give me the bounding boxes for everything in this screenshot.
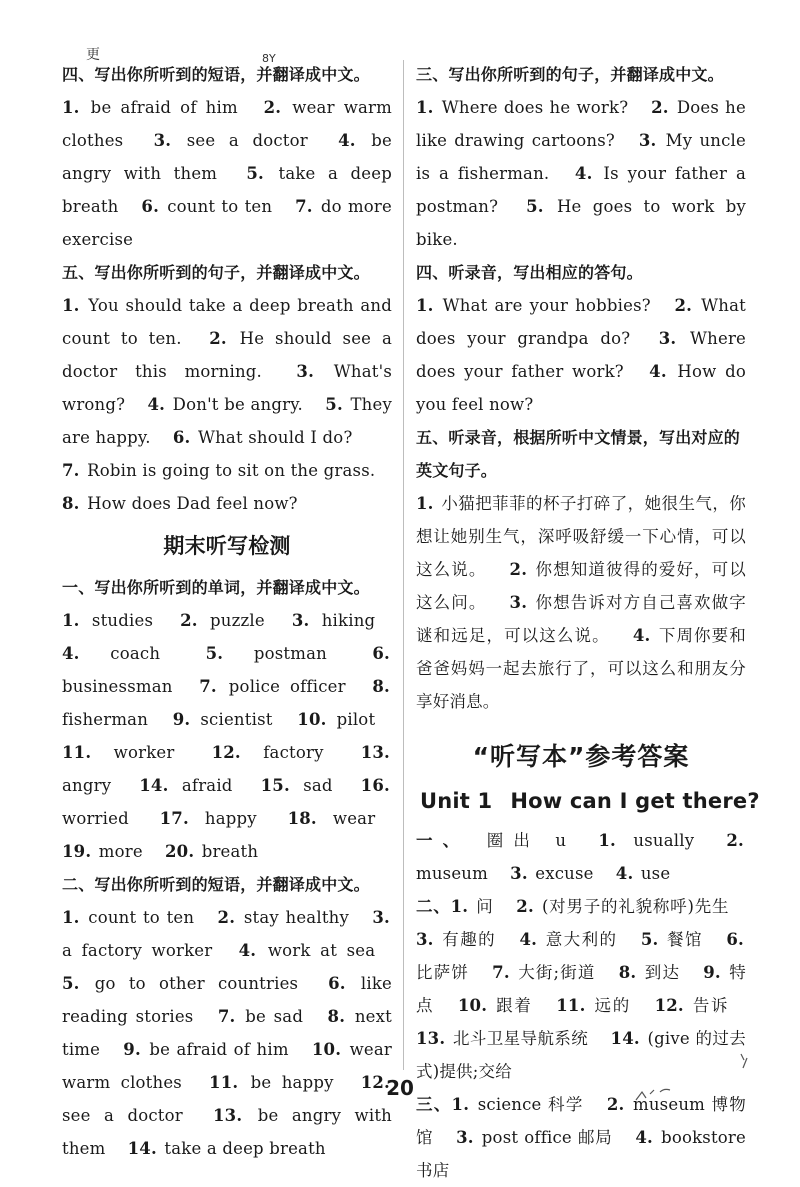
item-text: (give 的过去式)提供;交给 bbox=[416, 1029, 746, 1081]
list-item bbox=[62, 461, 375, 480]
item-number: 3. bbox=[658, 329, 677, 348]
item-number: 4. bbox=[147, 395, 166, 414]
section-heading: 五、听录音，根据所听中文情景，写出对应的英文句子。 bbox=[416, 428, 741, 480]
item-text: afraid bbox=[170, 776, 233, 795]
section-heading: 四、听录音，写出相应的答句。 bbox=[416, 263, 643, 282]
item-number: 3. bbox=[509, 593, 528, 612]
item-text: wear bbox=[318, 809, 376, 828]
item-number: 10. bbox=[457, 996, 488, 1015]
item-number: 2. bbox=[674, 296, 693, 315]
item-number: 6. bbox=[172, 428, 191, 447]
item-number: 17. bbox=[159, 809, 189, 828]
item-text: wear warm clothes bbox=[62, 98, 392, 150]
question-list bbox=[416, 289, 746, 421]
item-number: 14. bbox=[139, 776, 169, 795]
item-text: 小猫把菲菲的杯子打碎了，她很生气，你想让她别生气，深呼吸舒缓一下心情，可以这么说。 bbox=[416, 494, 746, 579]
list-item bbox=[556, 996, 631, 1015]
item-number: 1. bbox=[598, 831, 616, 850]
sentence-item bbox=[62, 454, 392, 487]
list-item bbox=[180, 611, 265, 630]
item-number: 3. bbox=[372, 908, 390, 927]
right-column bbox=[416, 58, 760, 1187]
item-text: 特点 bbox=[416, 963, 746, 1015]
item-number: 18. bbox=[287, 809, 317, 828]
word-list bbox=[62, 604, 392, 868]
handwritten-code: 8Y bbox=[262, 52, 276, 65]
item-number: 12. bbox=[360, 1073, 390, 1092]
section-title: 期末听写检测 bbox=[163, 534, 291, 558]
item-text: do more exercise bbox=[62, 197, 392, 249]
item-text: He should see a doctor this morning. bbox=[62, 329, 392, 381]
item-text: 圈出 u bbox=[471, 831, 567, 850]
item-number: 6. bbox=[726, 930, 744, 949]
item-number: 7. bbox=[295, 197, 313, 216]
item-text: go to other countries bbox=[81, 974, 299, 993]
item-number: 2. bbox=[509, 560, 528, 579]
item-number: 8. bbox=[618, 963, 637, 982]
item-number: 14. bbox=[610, 1029, 640, 1048]
item-text: be angry with them bbox=[62, 131, 392, 183]
item-number: 3. bbox=[456, 1128, 474, 1147]
item-number: 2. bbox=[726, 831, 744, 850]
phrase-list bbox=[62, 91, 392, 256]
item-text: see a doctor bbox=[62, 1106, 183, 1125]
item-text: take a deep breath bbox=[62, 164, 392, 216]
item-number: 1. bbox=[416, 494, 434, 513]
list-item bbox=[492, 963, 595, 982]
item-number: 2. bbox=[217, 908, 236, 927]
item-text: count to ten bbox=[161, 197, 273, 216]
section-heading: 一、写出你所听到的单词，并翻译成中文。 bbox=[62, 578, 370, 597]
item-number: 2. bbox=[516, 897, 534, 916]
item-text: Where does your father work? bbox=[416, 329, 746, 381]
list-item bbox=[619, 963, 680, 982]
item-number: 8. bbox=[372, 677, 390, 696]
pen-scribble-icon bbox=[634, 1084, 674, 1104]
item-number: 20. bbox=[164, 842, 195, 861]
item-text: postman bbox=[225, 644, 327, 663]
item-number: 2. bbox=[263, 98, 282, 117]
item-text: excuse bbox=[529, 864, 594, 883]
list-item bbox=[139, 776, 232, 795]
item-number: 4. bbox=[574, 164, 593, 183]
item-text: sad bbox=[291, 776, 333, 795]
item-number: 4. bbox=[338, 131, 356, 150]
section-heading: 四、写出你所听到的短语，并翻译成中文。 bbox=[62, 65, 370, 84]
list-item bbox=[128, 1139, 326, 1158]
item-number: 5. bbox=[62, 974, 80, 993]
list-item bbox=[510, 864, 593, 883]
item-text: usually bbox=[618, 831, 695, 850]
list-item bbox=[416, 296, 651, 315]
item-text: puzzle bbox=[199, 611, 265, 630]
list-item bbox=[516, 897, 729, 916]
item-text: 你想告诉对方自己喜欢做字谜和远足，可以这么说。 bbox=[416, 593, 746, 645]
item-number: 8. bbox=[62, 494, 80, 513]
item-text: museum 博物馆 bbox=[416, 1095, 746, 1147]
item-number: 4. bbox=[62, 644, 80, 663]
pen-tick-icon bbox=[738, 1050, 752, 1072]
list-item bbox=[416, 831, 566, 850]
list-item bbox=[141, 197, 272, 216]
item-text: angry bbox=[62, 776, 112, 795]
item-text: science 科学 bbox=[471, 1095, 584, 1114]
item-text: 到达 bbox=[638, 963, 681, 982]
list-item bbox=[199, 677, 345, 696]
item-number: 2. bbox=[209, 329, 227, 348]
item-text: coach bbox=[81, 644, 161, 663]
item-text: 意大利的 bbox=[539, 930, 618, 949]
item-number: 16. bbox=[360, 776, 390, 795]
item-text: 北斗卫星导航系统 bbox=[447, 1029, 589, 1048]
item-text: museum bbox=[416, 864, 488, 883]
item-number: 6. bbox=[372, 644, 390, 663]
item-text: 大街;街道 bbox=[511, 963, 596, 982]
item-number: 19. bbox=[62, 842, 92, 861]
item-number: 13. bbox=[360, 743, 390, 762]
item-number: 3. bbox=[638, 131, 657, 150]
item-number: 7. bbox=[199, 677, 217, 696]
item-number: 5. bbox=[246, 164, 264, 183]
list-item bbox=[218, 908, 349, 927]
item-number: 3. bbox=[416, 930, 434, 949]
sentence-list bbox=[62, 289, 392, 454]
item-number: 2. bbox=[651, 98, 669, 117]
item-text: You should take a deep breath and count to ten. bbox=[62, 296, 392, 348]
item-text: Does he like drawing cartoons? bbox=[416, 98, 746, 150]
item-number: 13. bbox=[213, 1106, 243, 1125]
item-text: 问 bbox=[470, 897, 494, 916]
list-item bbox=[297, 710, 375, 729]
item-number: 5. bbox=[205, 644, 224, 663]
item-number: 3. bbox=[296, 362, 315, 381]
item-text: He goes to work by bike. bbox=[416, 197, 746, 249]
list-item bbox=[416, 930, 496, 949]
item-text: worker bbox=[93, 743, 175, 762]
item-number: 1. bbox=[62, 98, 80, 117]
item-text: 跟着 bbox=[489, 996, 533, 1015]
item-number: 5. bbox=[640, 930, 659, 949]
list-item bbox=[206, 644, 327, 663]
list-item bbox=[62, 611, 153, 630]
item-number: 1. bbox=[416, 296, 434, 315]
item-text: fisherman bbox=[62, 710, 149, 729]
item-text: What's wrong? bbox=[62, 362, 392, 414]
item-text: How does Dad feel now? bbox=[81, 494, 298, 513]
item-number: 4. bbox=[635, 1128, 653, 1147]
item-number: 三、1. bbox=[416, 1095, 470, 1114]
page-number: 20 bbox=[386, 1076, 414, 1100]
item-number: 9. bbox=[172, 710, 191, 729]
list-item bbox=[458, 996, 533, 1015]
item-number: 10. bbox=[311, 1040, 342, 1059]
item-text: stay healthy bbox=[237, 908, 350, 927]
item-text: Don't be angry. bbox=[167, 395, 303, 414]
left-column bbox=[62, 58, 392, 1165]
item-text: What are your hobbies? bbox=[435, 296, 651, 315]
item-number: 14. bbox=[127, 1139, 157, 1158]
list-item bbox=[160, 809, 257, 828]
list-item bbox=[147, 395, 303, 414]
list-item bbox=[456, 1128, 613, 1147]
answer-list bbox=[416, 1088, 746, 1187]
item-text: What should I do? bbox=[192, 428, 353, 447]
answer-list bbox=[416, 824, 746, 890]
item-number: 6. bbox=[328, 974, 346, 993]
item-text: use bbox=[635, 864, 671, 883]
list-item bbox=[288, 809, 376, 828]
answer-list bbox=[416, 890, 746, 1088]
item-text: next time bbox=[62, 1007, 392, 1059]
item-text: 比萨饼 bbox=[416, 963, 470, 982]
list-item bbox=[165, 842, 258, 861]
item-number: 4. bbox=[649, 362, 667, 381]
item-text: How do you feel now? bbox=[416, 362, 746, 414]
list-item bbox=[173, 428, 353, 447]
item-number: 12. bbox=[654, 996, 684, 1015]
list-item bbox=[173, 710, 273, 729]
item-number: 11. bbox=[556, 996, 586, 1015]
item-text: pilot bbox=[328, 710, 376, 729]
item-number: 1. bbox=[416, 98, 434, 117]
list-item bbox=[154, 131, 308, 150]
item-text: 下周你要和爸爸妈妈一起去旅行了，可以这么和朋友分享好消息。 bbox=[416, 626, 746, 711]
column-divider bbox=[403, 60, 404, 1070]
sentence-item bbox=[62, 487, 392, 520]
item-number: 11. bbox=[209, 1073, 239, 1092]
list-item bbox=[641, 930, 703, 949]
section-heading: 三、写出你所听到的句子，并翻译成中文。 bbox=[416, 65, 724, 84]
item-text: post office 邮局 bbox=[475, 1128, 613, 1147]
list-item bbox=[416, 897, 494, 916]
item-text: 告诉 bbox=[685, 996, 730, 1015]
item-number: 7. bbox=[62, 461, 80, 480]
list-item bbox=[239, 941, 376, 960]
list-item bbox=[416, 1029, 588, 1048]
unit-heading bbox=[420, 785, 760, 818]
item-number: 二、1. bbox=[416, 897, 469, 916]
list-item bbox=[616, 864, 671, 883]
item-text: bookstore 书店 bbox=[416, 1128, 746, 1180]
item-text: see a doctor bbox=[173, 131, 308, 150]
item-text: like reading stories bbox=[62, 974, 392, 1026]
item-text: more bbox=[93, 842, 143, 861]
item-text: hiking bbox=[311, 611, 376, 630]
section-heading: 五、写出你所听到的句子，并翻译成中文。 bbox=[62, 263, 370, 282]
item-number: 9. bbox=[123, 1040, 141, 1059]
item-number: 4. bbox=[615, 864, 634, 883]
item-number: 4. bbox=[519, 930, 538, 949]
item-text: 你想知道彼得的爱好，可以这么问。 bbox=[416, 560, 746, 612]
item-number: 4. bbox=[632, 626, 651, 645]
item-text: scientist bbox=[192, 710, 273, 729]
item-number: 13. bbox=[416, 1029, 446, 1048]
item-text: take a deep breath bbox=[158, 1139, 326, 1158]
item-text: 远的 bbox=[587, 996, 631, 1015]
item-text: work at sea bbox=[258, 941, 376, 960]
sentence-list bbox=[416, 91, 746, 256]
list-item bbox=[261, 776, 333, 795]
item-number: 11. bbox=[62, 743, 92, 762]
item-text: Where does he work? bbox=[435, 98, 629, 117]
item-text: 有趣的 bbox=[435, 930, 497, 949]
item-number: 2. bbox=[606, 1095, 625, 1114]
section-heading: 二、写出你所听到的短语，并翻译成中文。 bbox=[62, 875, 370, 894]
item-number: 7. bbox=[492, 963, 510, 982]
list-item bbox=[519, 930, 617, 949]
unit-label: Unit 1 bbox=[420, 789, 493, 813]
list-item bbox=[62, 842, 143, 861]
item-number: 12. bbox=[211, 743, 241, 762]
item-text: wear warm clothes bbox=[62, 1040, 392, 1092]
unit-title: How can I get there? bbox=[510, 789, 760, 813]
item-number: 8. bbox=[327, 1007, 346, 1026]
list-item bbox=[123, 1040, 288, 1059]
item-number: 1. bbox=[62, 611, 80, 630]
item-text: Is your father a postman? bbox=[416, 164, 746, 216]
item-number: 1. bbox=[62, 296, 80, 315]
item-text: worried bbox=[62, 809, 129, 828]
item-text: be afraid of him bbox=[81, 98, 238, 117]
item-text: 餐馆 bbox=[660, 930, 703, 949]
item-number: 4. bbox=[238, 941, 257, 960]
item-number: 6. bbox=[141, 197, 160, 216]
list-item bbox=[218, 1007, 303, 1026]
handwritten-mark: 更 bbox=[86, 47, 100, 63]
item-number: 5. bbox=[526, 197, 544, 216]
item-number: 3. bbox=[510, 864, 528, 883]
list-item bbox=[655, 996, 730, 1015]
item-number: 5. bbox=[325, 395, 343, 414]
item-text: factory bbox=[242, 743, 324, 762]
list-item bbox=[62, 494, 298, 513]
item-number: 一、 bbox=[416, 831, 470, 850]
item-text: What does your grandpa do? bbox=[416, 296, 746, 348]
item-text: studies bbox=[81, 611, 154, 630]
item-text: count to ten bbox=[81, 908, 195, 927]
item-number: 3. bbox=[153, 131, 172, 150]
item-text: My uncle is a fisherman. bbox=[416, 131, 746, 183]
item-text: Robin is going to sit on the grass. bbox=[81, 461, 376, 480]
item-text: businessman bbox=[62, 677, 173, 696]
answers-title: “听写本”参考答案 bbox=[472, 742, 690, 771]
item-number: 9. bbox=[703, 963, 721, 982]
list-item bbox=[416, 98, 628, 117]
item-number: 7. bbox=[217, 1007, 236, 1026]
list-item bbox=[62, 974, 298, 993]
list-item bbox=[62, 743, 174, 762]
item-number: 3. bbox=[291, 611, 310, 630]
list-item bbox=[292, 611, 375, 630]
item-text: a factory worker bbox=[62, 941, 213, 960]
item-text: They are happy. bbox=[62, 395, 392, 447]
item-text: police officer bbox=[218, 677, 346, 696]
item-number: 10. bbox=[297, 710, 327, 729]
item-text: breath bbox=[196, 842, 259, 861]
phrase-list bbox=[62, 901, 392, 1165]
scenario-list bbox=[416, 487, 746, 718]
list-item bbox=[598, 831, 694, 850]
item-text: be sad bbox=[237, 1007, 304, 1026]
item-text: be angry with them bbox=[62, 1106, 392, 1158]
list-item bbox=[62, 644, 160, 663]
item-number: 1. bbox=[62, 908, 80, 927]
item-number: 15. bbox=[260, 776, 290, 795]
item-text: (对男子的礼貌称呼)先生 bbox=[535, 897, 730, 916]
list-item bbox=[212, 743, 324, 762]
item-text: happy bbox=[190, 809, 257, 828]
item-text: be afraid of him bbox=[142, 1040, 289, 1059]
list-item bbox=[62, 98, 238, 117]
item-text: be happy bbox=[240, 1073, 334, 1092]
list-item bbox=[62, 908, 194, 927]
item-number: 2. bbox=[180, 611, 198, 630]
